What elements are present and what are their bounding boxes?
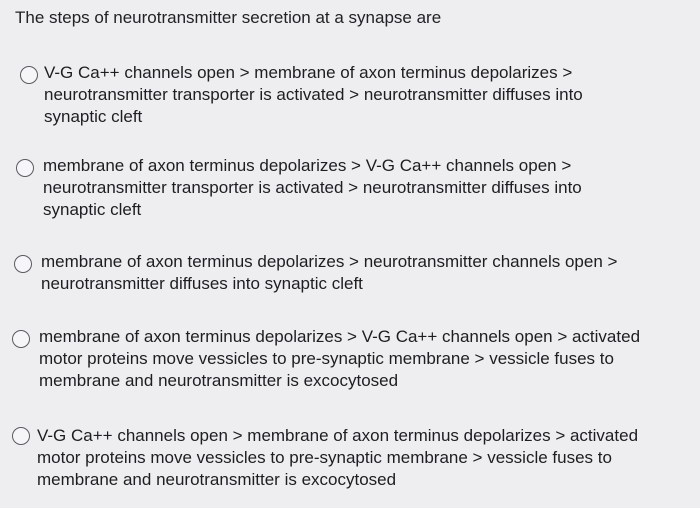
- answer-option-3-text: [41, 251, 617, 295]
- answer-option-2-line-3: synaptic cleft: [43, 200, 142, 219]
- answer-option-1-text: [44, 62, 583, 128]
- radio-button-5[interactable]: [12, 427, 30, 445]
- radio-button-2[interactable]: [16, 159, 34, 177]
- answer-option-5-line-3: membrane and neurotransmitter is excocytosed: [37, 470, 397, 489]
- answer-option-4-line-1: membrane of axon terminus depolarizes > V-G Ca++ channels open > activated: [39, 327, 641, 346]
- radio-button-4[interactable]: [12, 330, 30, 348]
- answer-option-5-line-2: motor proteins move vessicles to pre-synaptic membrane > vessicle fuses to: [37, 448, 612, 467]
- answer-option-3-line-2: neurotransmitter diffuses into synaptic cleft: [41, 274, 363, 293]
- answer-option-2-text: [43, 155, 582, 221]
- answer-option-2-line-2: neurotransmitter transporter is activated > neurotransmitter diffuses into: [43, 178, 582, 197]
- answer-option-4-line-3: membrane and neurotransmitter is excocytosed: [39, 371, 399, 390]
- answer-option-4-line-2: motor proteins move vessicles to pre-synaptic membrane > vessicle fuses to: [39, 349, 614, 368]
- answer-option-3-line-1: membrane of axon terminus depolarizes > neurotransmitter channels open >: [41, 252, 618, 271]
- answer-option-5-line-1: V-G Ca++ channels open > membrane of axon terminus depolarizes > activated: [37, 426, 639, 445]
- answer-option-1-line-3: synaptic cleft: [44, 107, 143, 126]
- answer-option-1-line-1: V-G Ca++ channels open > membrane of axon terminus depolarizes >: [44, 63, 573, 82]
- answer-option-4-text: [39, 326, 640, 392]
- answer-option-1-line-2: neurotransmitter transporter is activated > neurotransmitter diffuses into: [44, 85, 583, 104]
- question-text: The steps of neurotransmitter secretion at a synapse are: [15, 8, 442, 27]
- radio-button-3[interactable]: [14, 255, 32, 273]
- radio-button-1[interactable]: [20, 66, 38, 84]
- answer-option-5-text: [37, 425, 638, 491]
- answer-option-2-line-1: membrane of axon terminus depolarizes > V-G Ca++ channels open >: [43, 156, 572, 175]
